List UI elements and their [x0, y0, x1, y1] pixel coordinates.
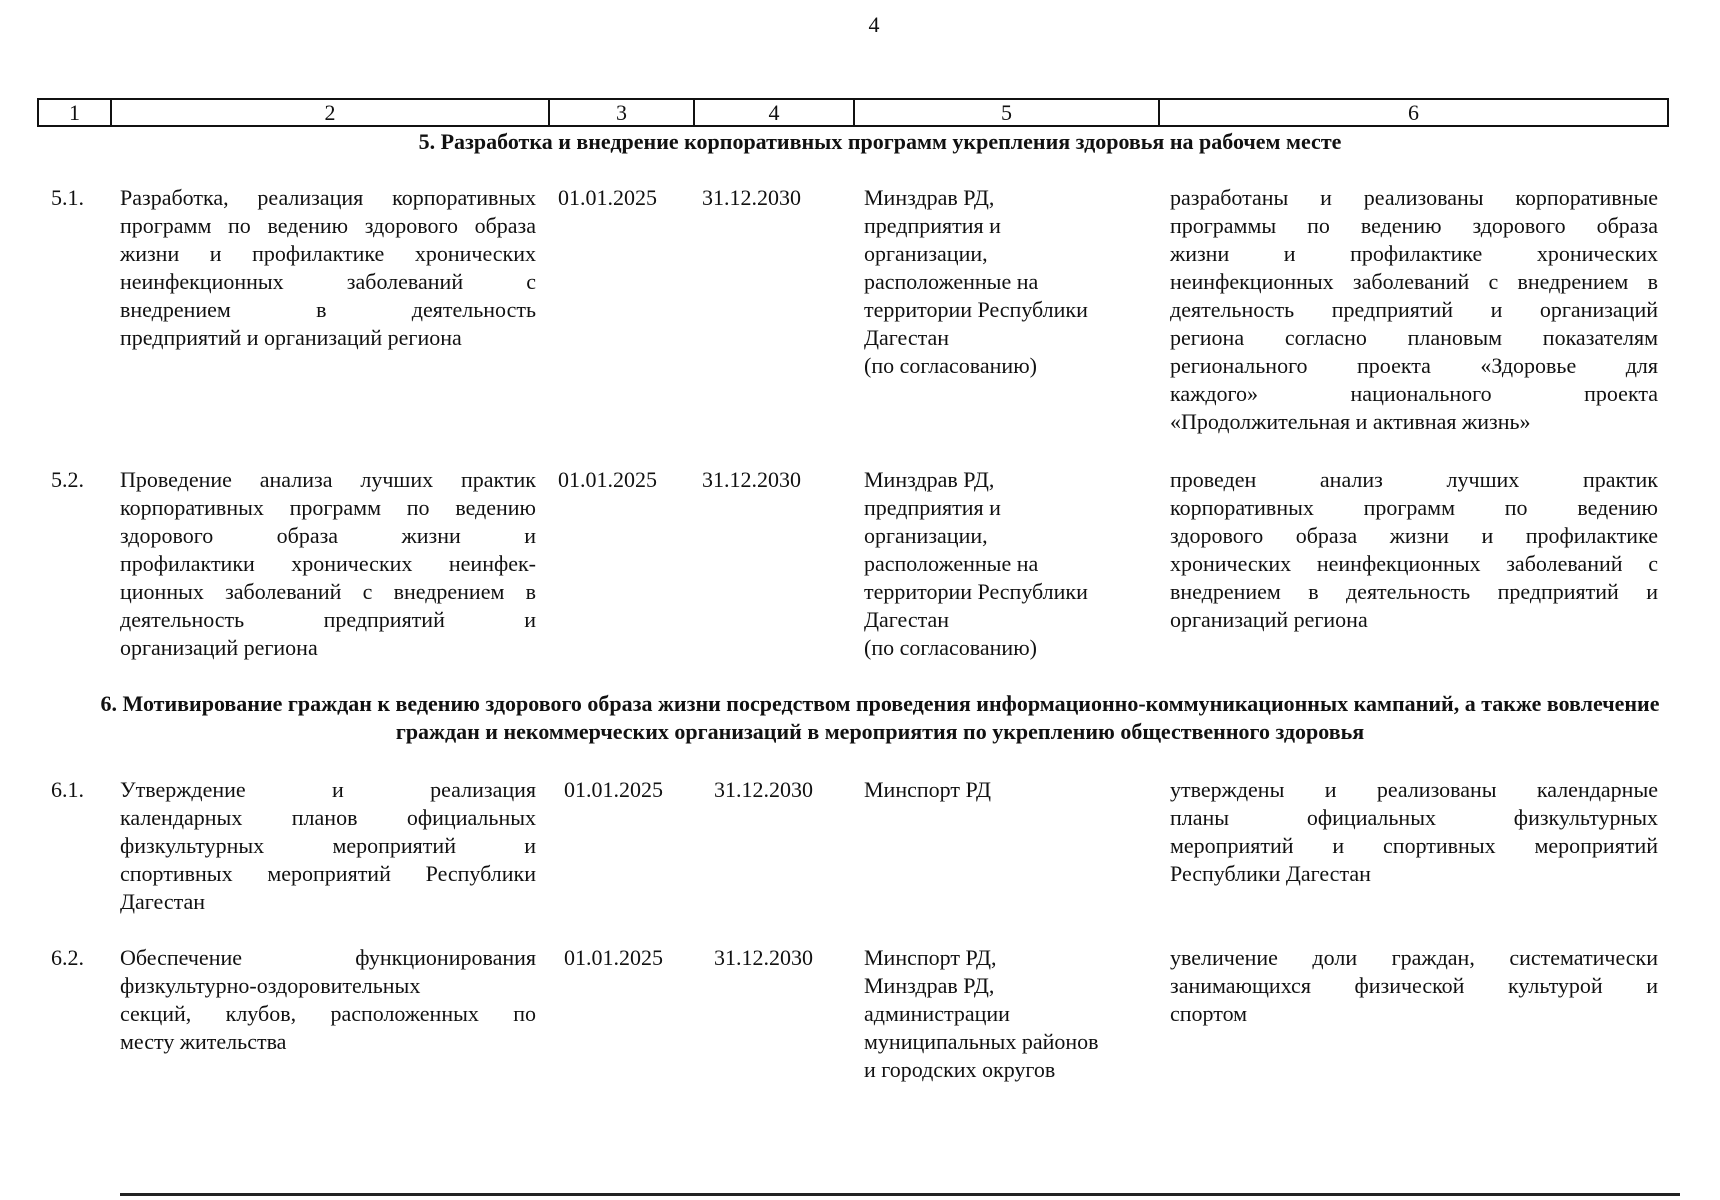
text-line: Разработка, реализация корпоративных — [120, 185, 536, 210]
text-line: Дагестан — [120, 889, 206, 914]
text-line: Минздрав РД, — [864, 467, 995, 492]
text-line: деятельность предприятий и — [120, 607, 536, 632]
text-line: (по согласованию) — [864, 635, 1037, 660]
text-line: программ по ведению здорового образа — [120, 213, 536, 238]
text-line: спортом — [1170, 1001, 1248, 1026]
column-number-2: 2 — [111, 99, 549, 126]
column-number-6: 6 — [1159, 99, 1668, 126]
page-number: 4 — [868, 12, 880, 37]
row-number: 5.1. — [51, 185, 84, 210]
text-line: жизни и профилактике хронических — [1170, 241, 1658, 266]
text-line: Дагестан — [864, 607, 950, 632]
text-line: организаций региона — [120, 635, 318, 660]
start-date: 01.01.2025 — [558, 467, 657, 492]
text-line: корпоративных программ по ведению — [1170, 495, 1658, 520]
end-date: 31.12.2030 — [714, 777, 813, 802]
text-line: организации, — [864, 523, 988, 548]
text-line: Минспорт РД, — [864, 945, 997, 970]
expected-result — [1170, 466, 1658, 634]
text-line: календарных планов официальных — [120, 805, 536, 830]
text-line: «Продолжительная и активная жизнь» — [1170, 409, 1531, 434]
text-line: Проведение анализа лучших практик — [120, 467, 536, 492]
row-number: 6.1. — [51, 777, 84, 802]
text-line: расположенные на — [864, 551, 1039, 576]
text-line: Республики Дагестан — [1170, 861, 1371, 886]
text-line: планы официальных физкультурных — [1170, 805, 1658, 830]
event-description — [120, 776, 536, 916]
responsible-executors — [864, 466, 1140, 662]
end-date: 31.12.2030 — [702, 185, 801, 210]
text-line: Минспорт РД — [864, 777, 992, 802]
text-line: муниципальных районов — [864, 1029, 1099, 1054]
text-line: разработаны и реализованы корпоративные — [1170, 185, 1658, 210]
text-line: здорового образа жизни и профилактике — [1170, 523, 1658, 548]
end-date: 31.12.2030 — [702, 467, 801, 492]
text-line: регионального проекта «Здоровье для — [1170, 353, 1658, 378]
text-line: организации, — [864, 241, 988, 266]
responsible-executors — [864, 776, 1140, 804]
responsible-executors — [864, 944, 1140, 1084]
text-line: территории Республики — [864, 579, 1088, 604]
text-line: месту жительства — [120, 1029, 287, 1054]
text-line: занимающихся физической культурой и — [1170, 973, 1658, 998]
expected-result — [1170, 184, 1658, 436]
text-line: проведен анализ лучших практик — [1170, 467, 1658, 492]
text-line: спортивных мероприятий Республики — [120, 861, 536, 886]
start-date: 01.01.2025 — [564, 945, 663, 970]
text-line: Обеспечение функционирования — [120, 945, 536, 970]
text-line: администрации — [864, 1001, 1010, 1026]
event-description — [120, 466, 536, 662]
start-date: 01.01.2025 — [564, 777, 663, 802]
text-line: физкультурно-оздоровительных — [120, 973, 421, 998]
text-line: внедрением в деятельность — [120, 297, 536, 322]
text-line: (по согласованию) — [864, 353, 1037, 378]
text-line: Минздрав РД, — [864, 185, 995, 210]
text-line: внедрением в деятельность предприятий и — [1170, 579, 1658, 604]
event-description — [120, 944, 536, 1056]
text-line: профилактики хронических неинфек- — [120, 551, 536, 576]
expected-result — [1170, 776, 1658, 888]
text-line: Минздрав РД, — [864, 973, 995, 998]
text-line: корпоративных программ по ведению — [120, 495, 536, 520]
expected-result — [1170, 944, 1658, 1028]
text-line: предприятия и — [864, 495, 1001, 520]
text-line: предприятия и — [864, 213, 1001, 238]
text-line: увеличение доли граждан, систематически — [1170, 945, 1658, 970]
event-description — [120, 184, 536, 352]
text-line: Дагестан — [864, 325, 950, 350]
end-date: 31.12.2030 — [714, 945, 813, 970]
row-number: 5.2. — [51, 467, 84, 492]
text-line: предприятий и организаций региона — [120, 325, 462, 350]
column-number-1: 1 — [38, 99, 111, 126]
text-line: расположенные на — [864, 269, 1039, 294]
text-line: территории Республики — [864, 297, 1088, 322]
text-line: деятельность предприятий и организаций — [1170, 297, 1658, 322]
text-line: секций, клубов, расположенных по — [120, 1001, 536, 1026]
text-line: программы по ведению здорового образа — [1170, 213, 1658, 238]
text-line: ционных заболеваний с внедрением в — [120, 579, 536, 604]
column-number-4: 4 — [694, 99, 854, 126]
column-number-header — [37, 98, 1669, 127]
text-line: каждого» национального проекта — [1170, 381, 1658, 406]
text-line: физкультурных мероприятий и — [120, 833, 536, 858]
text-line: жизни и профилактике хронических — [120, 241, 536, 266]
page-bottom-rule — [120, 1193, 1680, 1196]
column-number-3: 3 — [549, 99, 694, 126]
text-line: мероприятий и спортивных мероприятий — [1170, 833, 1658, 858]
text-line: утверждены и реализованы календарные — [1170, 777, 1658, 802]
section-title-6: 6. Мотивирование граждан к ведению здорового образа жизни посредством проведения информационно-коммуникационных кампаний, а также вовлечение граждан и некоммерческих организаций в мероприятия по укреплению общественного здоровья — [100, 691, 1660, 744]
section-title-5: 5. Разработка и внедрение корпоративных программ укрепления здоровья на рабочем месте — [418, 129, 1342, 154]
text-line: и городских округов — [864, 1057, 1056, 1082]
responsible-executors — [864, 184, 1140, 380]
row-number: 6.2. — [51, 945, 84, 970]
start-date: 01.01.2025 — [558, 185, 657, 210]
text-line: региона согласно плановым показателям — [1170, 325, 1658, 350]
text-line: хронических неинфекционных заболеваний с — [1170, 551, 1658, 576]
text-line: неинфекционных заболеваний с внедрением в — [1170, 269, 1658, 294]
text-line: Утверждение и реализация — [120, 777, 536, 802]
text-line: неинфекционных заболеваний с — [120, 269, 536, 294]
column-number-5: 5 — [854, 99, 1159, 126]
text-line: здорового образа жизни и — [120, 523, 536, 548]
text-line: организаций региона — [1170, 607, 1368, 632]
